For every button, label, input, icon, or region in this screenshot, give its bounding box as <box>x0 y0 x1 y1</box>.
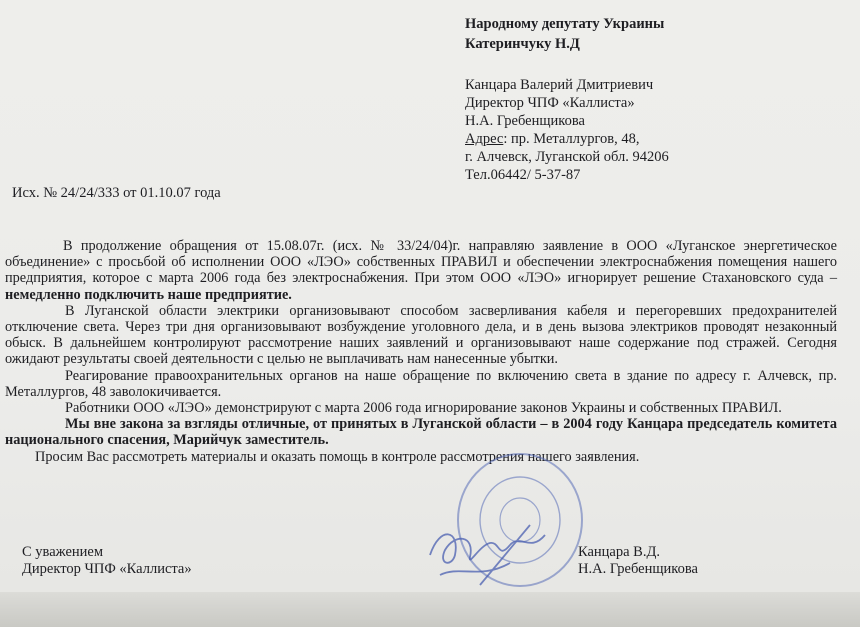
address-rest: : пр. Металлургов, 48, <box>503 131 640 147</box>
sender-position: Директор ЧПФ «Каллиста» <box>465 95 635 111</box>
recipient-block <box>465 14 664 54</box>
recipient-line-1: Народному депутату Украины <box>465 16 665 32</box>
signatory-2: Н.А. Гребенщикова <box>578 561 698 577</box>
closing-right <box>578 544 698 578</box>
address-label: Адрес <box>465 131 504 147</box>
paragraph-5: Мы вне закона за взгляды отличные, от принятых в Луганской области – в 2004 году Канцара председатель комитета национального спасения, Марийчук заместитель. <box>5 416 837 449</box>
paragraph-6: Просим Вас рассмотреть материалы и оказать помощь в контроле рассмотрения нашего заявления. <box>35 448 640 465</box>
sender-name: Канцара Валерий Дмитриевич <box>465 77 654 93</box>
paragraph-2: В Луганской области электрики организовывают способом засверливания кабеля и перегоревших предохранителей отключение света. Через три дня организовывают возбуждение уголовного дела, и в день вызова электриков проводят незаконный обыск. В дальнейшем контролируют рассмотрение наших заявлений и организовывают наше содержание под стражей. Сегодня ожидают результаты своей деятельности с целью не выплачивать нам нанесенные убытки. <box>5 302 837 368</box>
sender-address <box>465 130 669 148</box>
sender-phone: Тел.06442/ 5-37-87 <box>465 167 581 183</box>
paragraph-1-bold: немедленно подключить наше предприятие. <box>5 286 292 303</box>
paragraph-1-text: В продолжение обращения от 15.08.07г. (исх. № 33/24/04)г. направляю заявление в ООО «Луганское энергетическое объединение» с просьбой об исполнении ООО «ЛЭО» собственных ПРАВИЛ и обеспечении электроснабжения помещения нашего предприятия, которое с марта 2006 года без электроснабжения. При этом ООО «ЛЭО» игнорирует решение Стахановского суда – <box>5 238 837 287</box>
outgoing-number: Исх. № 24/24/333 от 01.10.07 года <box>12 185 221 201</box>
closing-left <box>22 544 192 578</box>
letter-body <box>5 238 837 465</box>
regards: С уважением <box>22 544 104 560</box>
paragraph-1 <box>5 238 837 303</box>
sender-city: г. Алчевск, Луганской обл. 94206 <box>465 149 669 165</box>
closing-title: Директор ЧПФ «Каллиста» <box>22 561 192 577</box>
paragraph-3: Реагирование правоохранительных органов на наше обращение по включению света в здание по адресу г. Алчевск, пр. Металлургов, 48 заволокичивается. <box>5 367 837 400</box>
signature <box>420 505 590 595</box>
recipient-line-2: Катеринчуку Н.Д <box>465 36 580 52</box>
sender-second: Н.А. Гребенщикова <box>465 113 585 129</box>
paragraph-4: Работники ООО «ЛЭО» демонстрируют с марта 2006 года игнорирование законов Украины и собственных ПРАВИЛ. <box>65 400 782 417</box>
signatory-1: Канцара В.Д. <box>578 544 660 560</box>
sender-block <box>465 76 669 184</box>
